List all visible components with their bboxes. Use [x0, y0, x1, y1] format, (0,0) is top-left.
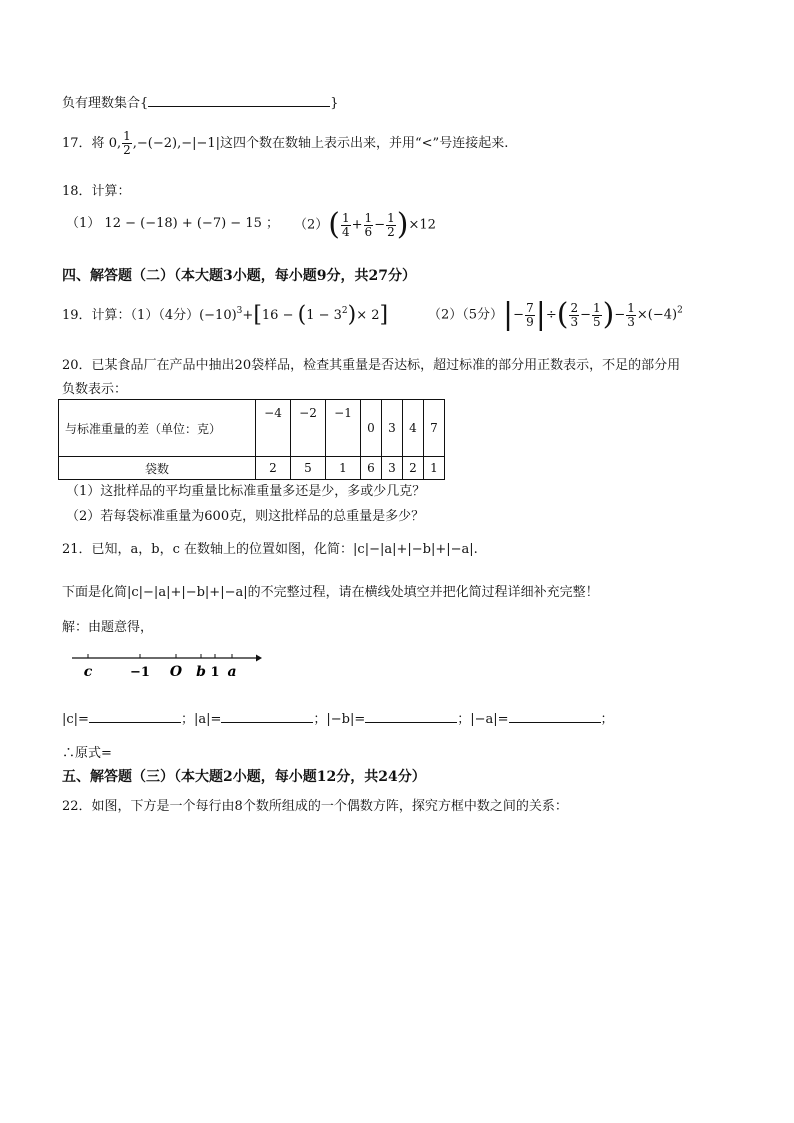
axis-label-c: c [83, 664, 93, 680]
q19-rbracket: ] [379, 302, 389, 328]
table-cell: 1 [424, 457, 445, 480]
table-header-diff: 与标准重量的差（单位：克） [59, 400, 256, 457]
q19-f3-num: 1 [592, 300, 601, 315]
q18-p1-expr: 12 − (−18) + (−7) − 15 ； [104, 216, 279, 231]
q19-p1-a: (−10) [199, 308, 237, 323]
q21-result: ∴原式= [62, 746, 112, 761]
q19-p2-neg: − [513, 307, 525, 323]
q20-sub1: （1）这批样品的平均重量比标准重量多还是少，多或少几克？ [66, 484, 426, 499]
q19-rparen: ) [347, 302, 357, 328]
blank-a-input[interactable] [221, 710, 313, 723]
section4-title: 四、解答题（二）（本大题3小题，每小题9分，共27分） [62, 268, 416, 284]
q21-blanks-line [62, 708, 614, 727]
q18-tail: ×12 [408, 217, 436, 233]
q19-f2-num: 2 [570, 300, 579, 315]
blank-nb-input[interactable] [365, 710, 457, 723]
axis-label-one: 1 [210, 665, 220, 680]
q19-p1-d: 1 − 3 [306, 308, 342, 323]
axis-label-neg1: −1 [130, 665, 150, 680]
q19-f2-den: 3 [570, 314, 579, 329]
q18-f1-num: 1 [342, 210, 350, 225]
table-cell: 7 [424, 400, 445, 457]
set-close-brace: } [330, 96, 339, 111]
q19-lbracket: [ [253, 302, 262, 328]
q19-f1-den: 9 [526, 314, 534, 329]
axis-label-b: b [196, 664, 206, 680]
q19-f1-num: 7 [526, 300, 534, 315]
table-cell: 0 [361, 400, 382, 457]
axis-label-a: a [227, 664, 237, 680]
q19-minus2: − [614, 307, 626, 323]
q19-frac1 [525, 302, 535, 329]
q19-p2-label: （2）（5分） [428, 307, 504, 323]
q20-table [58, 399, 445, 480]
neg-rational-label: 负有理数集合{ [62, 96, 149, 111]
q17-frac-den: 2 [123, 143, 131, 157]
neg-rational-set-line [62, 92, 339, 111]
q19-part2 [428, 297, 683, 332]
q18-f1-den: 4 [342, 224, 350, 239]
blank-a-label: ；|a|= [180, 712, 222, 727]
table-cell: 4 [403, 400, 424, 457]
blank-na-input[interactable] [509, 710, 601, 723]
q19-p1-exp2: 2 [341, 306, 348, 316]
q19-p1-c: 16 − [261, 308, 298, 323]
q17-nums-b: ,−(−2),−|−1| [132, 136, 221, 151]
table-row [59, 457, 445, 480]
q19-abs-right: | [535, 297, 546, 332]
q18-rparen: ) [396, 207, 409, 242]
q17-frac-num: 1 [123, 129, 131, 143]
table-header-count: 袋数 [59, 457, 256, 480]
q18-f2-den: 6 [364, 224, 373, 239]
q19-abs-left: | [503, 297, 514, 332]
blank-na-label: ；|−a|= [457, 712, 509, 727]
q18-title: 18．计算： [62, 184, 131, 199]
q19-p1-exp: 3 [236, 306, 243, 316]
q18-lparen: ( [328, 207, 340, 242]
q19-lparen: ( [297, 302, 307, 328]
q19-p1-e: × 2 [356, 308, 380, 323]
q19-f4-num: 1 [627, 300, 635, 315]
q18-part2 [294, 207, 436, 242]
q20-line1: 20．已某食品厂在产品中抽出20袋样品，检查其重量是否达标，超过标准的部分用正数表示，不足的部分用 [62, 358, 681, 373]
section5-title: 五、解答题（三）（本大题2小题，每小题12分，共24分） [62, 769, 426, 785]
q17-line [62, 130, 508, 157]
table-cell: 3 [382, 457, 403, 480]
q20-line2: 负数表示： [62, 382, 128, 397]
table-cell: 2 [403, 457, 424, 480]
q19-frac2 [569, 302, 579, 329]
q18-f2-num: 1 [364, 210, 373, 225]
blank-c-input[interactable] [89, 710, 181, 723]
q18-f3-den: 2 [387, 224, 395, 239]
q18-p2-label: （2） [294, 217, 329, 233]
table-cell: 6 [361, 457, 382, 480]
table-cell: −2 [291, 400, 326, 457]
table-cell: 2 [256, 457, 291, 480]
q22-line1: 22．如图，下方是一个每行由8个数所组成的一个偶数方阵，探究方框中数之间的关系： [62, 799, 568, 814]
q17-fraction [122, 130, 132, 157]
q18-p1-label: （1） [66, 216, 101, 231]
table-cell: −4 [256, 400, 291, 457]
q19-p2-rparen: ) [602, 297, 615, 332]
q21-line2: 下面是化简|c|−|a|+|−b|+|−a|的不完整过程，请在横线处填空并把化简过程详细补充完整！ [62, 585, 599, 600]
q19-div: ÷ [545, 307, 557, 323]
blank-nb-label: ；|−b|= [313, 712, 366, 727]
q19-p2-lparen: ( [556, 297, 569, 332]
q21-line3: 解：由题意得， [62, 620, 154, 635]
q19-f3-den: 5 [592, 314, 601, 329]
q18-f3-num: 1 [387, 210, 395, 225]
q19-prefix: 19．计算：（1）（4分） [62, 308, 200, 323]
q19-p1-plus: + [242, 308, 254, 323]
q17-nums-a: 0, [108, 136, 122, 151]
q17-prefix: 17．将 [62, 136, 105, 151]
q18-frac2 [364, 212, 374, 239]
blank-c-label: |c|= [62, 712, 89, 727]
q19-line [62, 304, 388, 327]
number-line-arrow [256, 655, 262, 662]
table-cell: 5 [291, 457, 326, 480]
blank-semicolon: ； [600, 712, 614, 727]
table-row [59, 400, 445, 457]
q19-exp: 2 [677, 305, 683, 316]
q19-f4-den: 3 [627, 314, 635, 329]
table-cell: 3 [382, 400, 403, 457]
q20-sub2: （2）若每袋标准重量为600克，则这批样品的总重量是多少？ [66, 509, 425, 524]
table-cell: 1 [326, 457, 361, 480]
q18-part1 [66, 212, 279, 231]
q19-frac4 [626, 302, 636, 329]
q18-minus: − [374, 217, 386, 233]
axis-label-origin: O [169, 664, 183, 680]
q21-line1: 21．已知，a，b，c 在数轴上的位置如图，化简：|c|−|a|+|−b|+|−a|. [62, 542, 478, 557]
q19-frac3 [592, 302, 602, 329]
q18-frac3 [386, 212, 396, 239]
q18-frac1 [341, 212, 351, 239]
neg-rational-blank[interactable] [148, 94, 330, 107]
q18-plus: + [351, 217, 363, 233]
q17-suffix: 这四个数在数轴上表示出来，并用“<”号连接起来. [220, 136, 509, 151]
table-cell: −1 [326, 400, 361, 457]
q19-minus: − [580, 307, 591, 323]
number-line-diagram [70, 650, 270, 680]
q19-tail: ×(−4) [636, 307, 678, 323]
